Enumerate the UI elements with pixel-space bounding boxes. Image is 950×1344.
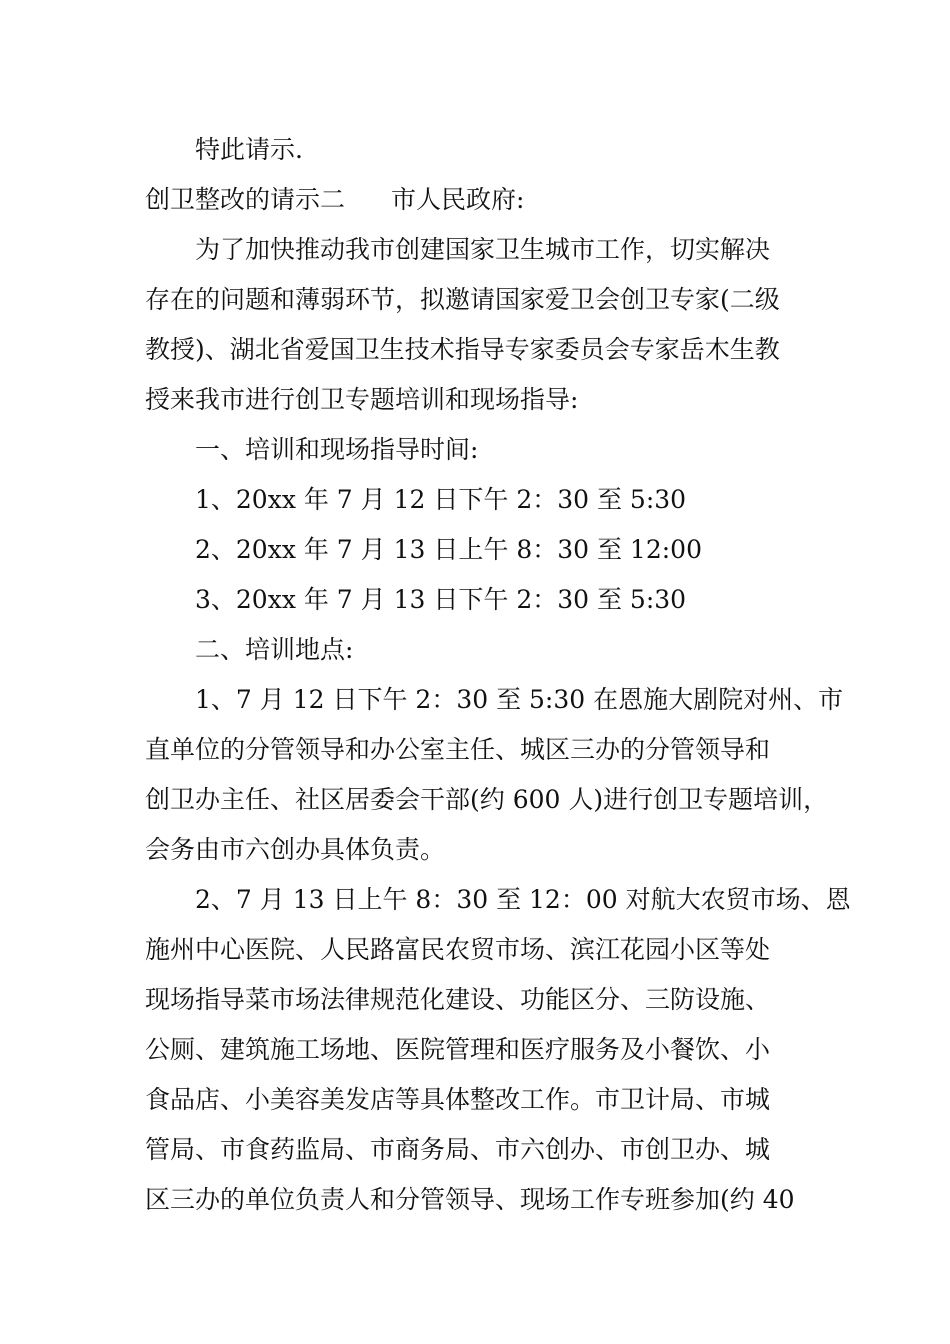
- paragraph-line: 区三办的单位负责人和分管领导、现场工作专班参加(约 40: [145, 1185, 795, 1214]
- paragraph-line: 创卫办主任、社区居委会干部(约 600 人)进行创卫专题培训，: [145, 785, 829, 814]
- paragraph-line: 管局、市食药监局、市商务局、市六创办、市创卫办、城: [145, 1135, 771, 1164]
- paragraph-line: 1、7 月 12 日下午 2：30 至 5:30 在恩施大剧院对州、市: [195, 685, 844, 714]
- schedule-item: 2、20xx 年 7 月 13 日上午 8：30 至 12:00: [195, 535, 702, 564]
- closing-line: 特此请示.: [195, 135, 303, 164]
- paragraph-line: 存在的问题和薄弱环节，拟邀请国家爱卫会创卫专家(二级: [145, 285, 780, 314]
- paragraph-line: 为了加快推动我市创建国家卫生城市工作，切实解决: [195, 235, 771, 264]
- paragraph-line: 现场指导菜市场法律规范化建设、功能区分、三防设施、: [145, 985, 771, 1014]
- paragraph-line: 授来我市进行创卫专题培训和现场指导:: [145, 385, 579, 414]
- paragraph-line: 食品店、小美容美发店等具体整改工作。市卫计局、市城: [145, 1085, 771, 1114]
- paragraph-line: 公厕、建筑施工场地、医院管理和医疗服务及小餐饮、小: [145, 1035, 771, 1064]
- schedule-item: 3、20xx 年 7 月 13 日下午 2：30 至 5:30: [195, 585, 687, 614]
- paragraph-line: 会务由市六创办具体负责。: [145, 835, 446, 864]
- section-title: 一、培训和现场指导时间:: [195, 435, 479, 464]
- paragraph-line: 教授)、湖北省爱国卫生技术指导专家委员会专家岳木生教: [145, 335, 780, 364]
- paragraph-line: 2、7 月 13 日上午 8：30 至 12：00 对航大农贸市场、恩: [195, 885, 851, 914]
- section-title: 二、培训地点:: [195, 635, 354, 664]
- paragraph-line: 直单位的分管领导和办公室主任、城区三办的分管领导和: [145, 735, 771, 764]
- heading-title: 创卫整改的请示二: [145, 185, 346, 214]
- paragraph-line: 施州中心医院、人民路富民农贸市场、滨江花园小区等处: [145, 935, 771, 964]
- heading-recipient: 市人民政府:: [391, 185, 525, 214]
- schedule-item: 1、20xx 年 7 月 12 日下午 2：30 至 5:30: [195, 485, 687, 514]
- section-heading: [145, 183, 825, 217]
